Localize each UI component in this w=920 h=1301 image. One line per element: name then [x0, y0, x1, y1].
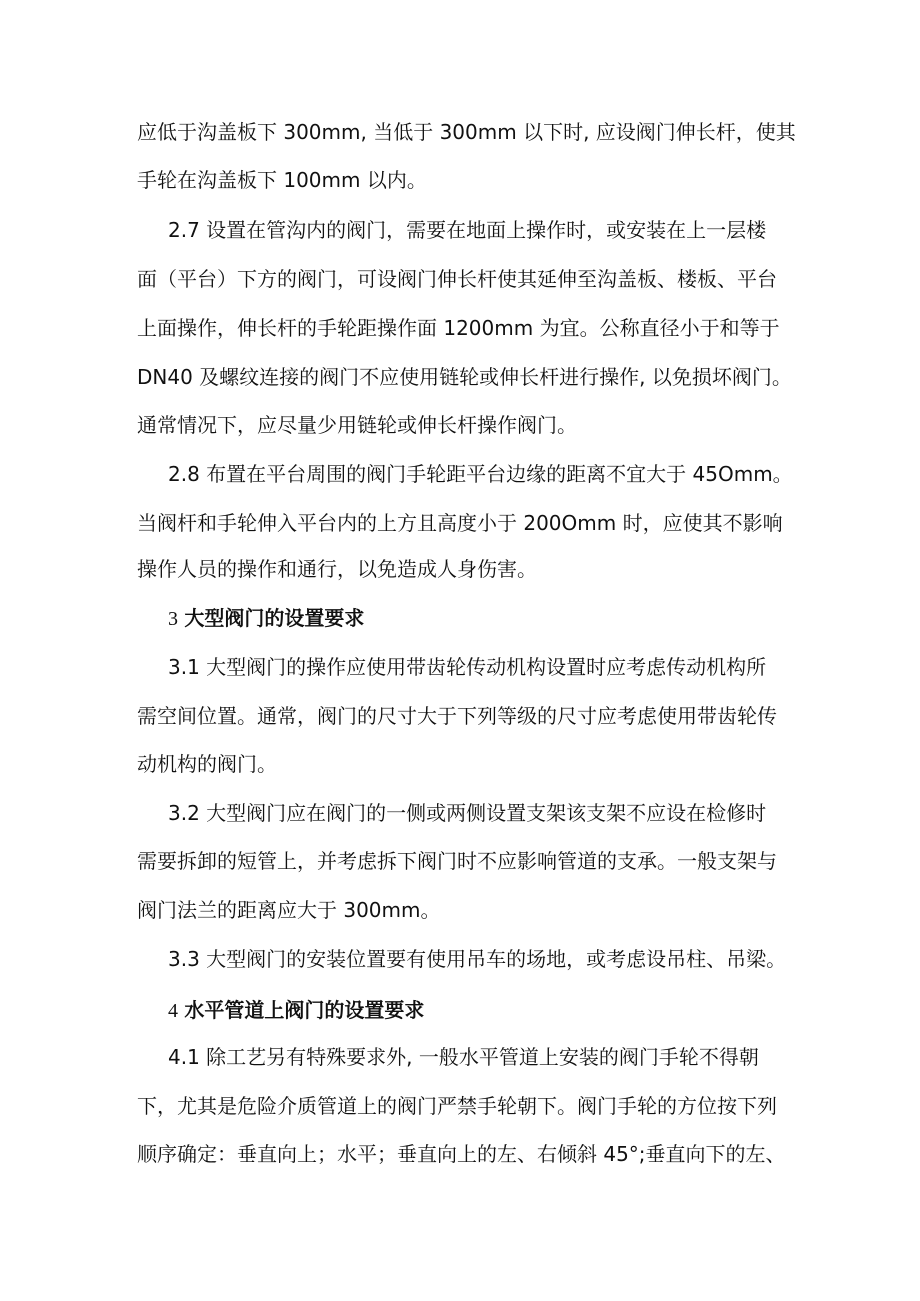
section-heading-number: 3: [168, 608, 178, 630]
paragraph-line: 需空间位置。通常，阀门的尺寸大于下列等级的尺寸应考虑使用带齿轮传: [137, 704, 777, 728]
paragraph-line: 下，尤其是危险介质管道上的阀门严禁手轮朝下。阀门手轮的方位按下列: [137, 1094, 777, 1118]
paragraph-line: 操作人员的操作和通行，以免造成人身伤害。: [137, 557, 537, 581]
paragraph-line: 通常情况下，应尽量少用链轮或伸长杆操作阀门。: [137, 413, 577, 437]
section-heading-3: [168, 604, 364, 633]
paragraph-line: 手轮在沟盖板下 100mm 以内。: [137, 168, 427, 192]
section-heading-number: 4: [168, 1000, 178, 1022]
paragraph-line: 3.2 大型阀门应在阀门的一侧或两侧设置支架该支架不应设在检修时: [168, 801, 767, 825]
paragraph-line: 面（平台）下方的阀门，可设阀门伸长杆使其延伸至沟盖板、楼板、平台: [137, 267, 777, 291]
section-heading-4: [168, 996, 424, 1025]
paragraph-line: 上面操作，伸长杆的手轮距操作面 1200mm 为宜。公称直径小于和等于: [137, 316, 780, 340]
paragraph-line: 4.1 除工艺另有特殊要求外, 一般水平管道上安装的阀门手轮不得朝: [168, 1045, 759, 1069]
section-heading-text: 水平管道上阀门的设置要求: [184, 998, 425, 1022]
paragraph-line: 顺序确定：垂直向上；水平；垂直向上的左、右倾斜 45°;垂直向下的左、: [137, 1142, 786, 1166]
paragraph-line: DN40 及螺纹连接的阀门不应使用链轮或伸长杆进行操作, 以免损坏阀门。: [137, 365, 792, 389]
paragraph-line: 需要拆卸的短管上，并考虑拆下阀门时不应影响管道的支承。一般支架与: [137, 849, 777, 873]
paragraph-line: 3.3 大型阀门的安装位置要有使用吊车的场地，或考虑设吊柱、吊梁。: [168, 947, 787, 971]
paragraph-line: 动机构的阀门。: [137, 752, 277, 776]
paragraph-line: 2.8 布置在平台周围的阀门手轮距平台边缘的距离不宜大于 45Omm。: [168, 462, 793, 486]
paragraph-line: 当阀杆和手轮伸入平台内的上方且高度小于 200Omm 时，应使其不影响: [137, 511, 783, 535]
section-heading-text: 大型阀门的设置要求: [184, 606, 365, 630]
paragraph-line: 阀门法兰的距离应大于 300mm。: [137, 898, 441, 922]
paragraph-line: 3.1 大型阀门的操作应使用带齿轮传动机构设置时应考虑传动机构所: [168, 655, 767, 679]
paragraph-line: 2.7 设置在管沟内的阀门，需要在地面上操作时，或安装在上一层楼: [168, 218, 767, 242]
paragraph-line: 应低于沟盖板下 300mm, 当低于 300mm 以下时, 应设阀门伸长杆，使其: [137, 120, 796, 144]
